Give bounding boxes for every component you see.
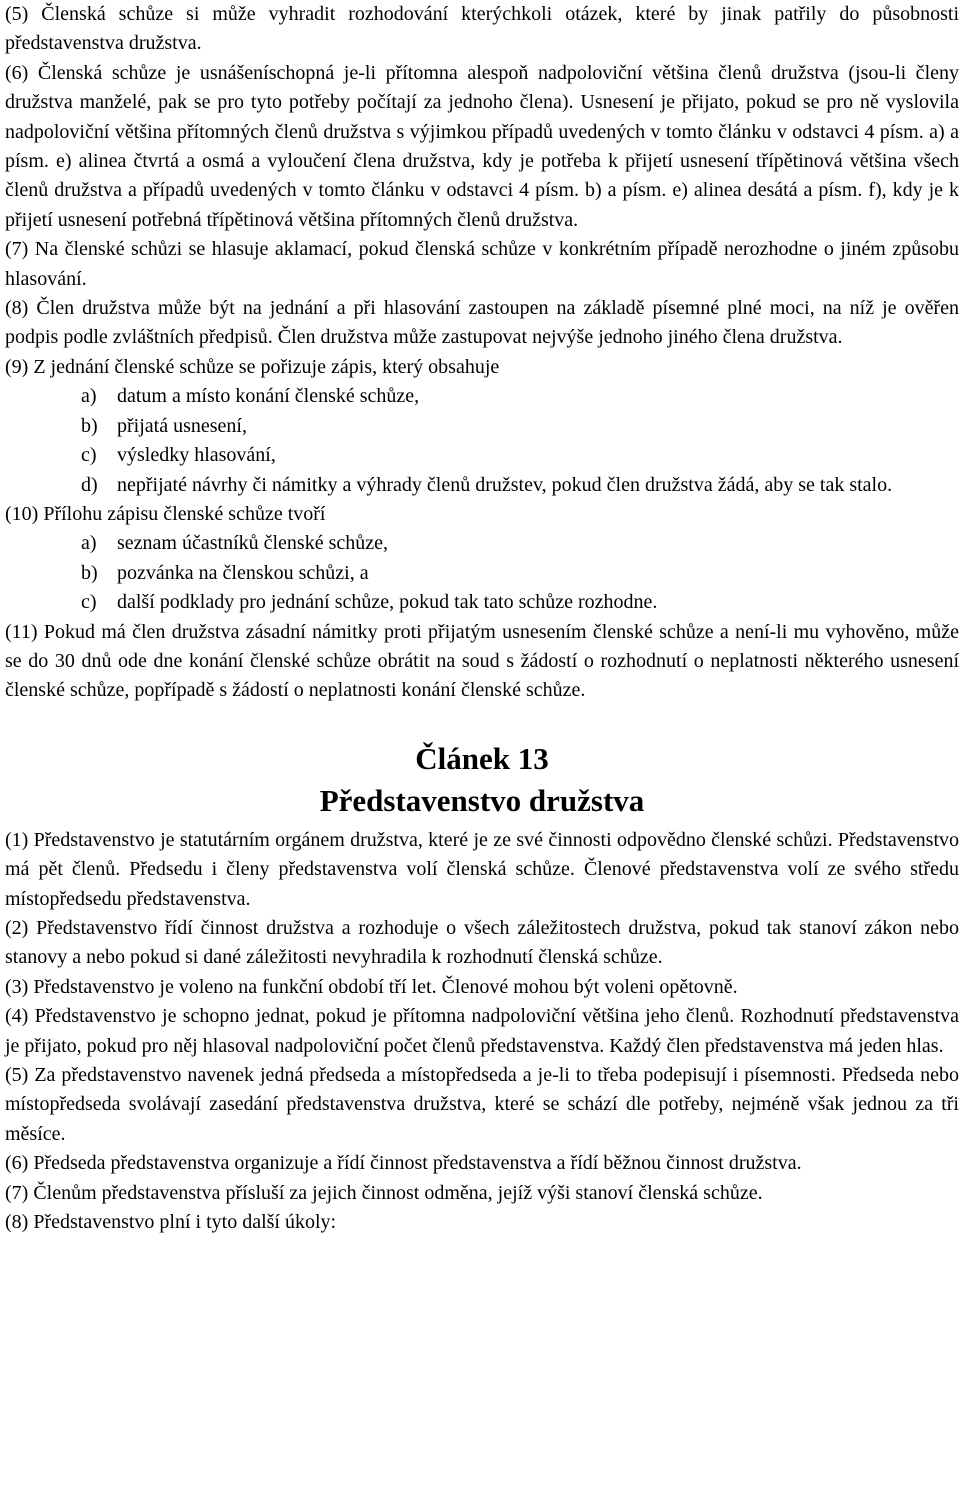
paragraph-9-intro: (9) Z jednání členské schůze se pořizuje zápis, který obsahuje [5, 355, 500, 378]
paragraph-11: (11) Pokud má člen družstva zásadní námitky proti přijatým usnesením členské schůze a není-li mu vyhověno, může se do 30 dnů ode dne konání členské schůze obrátit na soud s žádostí o rozhodnutí o neplatnosti některého usnesení členské schůze, popřípadě s žádostí o neplatnosti konání členské schůze. [5, 620, 959, 702]
article-13-paragraph-7: (7) Členům představenstva přísluší za jejich činnost odměna, jejíž výši stanoví členská schůze. [5, 1181, 763, 1204]
article-13-paragraph-8: (8) Představenstvo plní i tyto další úkoly: [5, 1211, 337, 1234]
article-13-paragraph-6: (6) Předseda představenstva organizuje a řídí činnost představenstva a řídí běžnou činnost družstva. [5, 1152, 802, 1175]
minutes-attachments-list [5, 529, 959, 617]
article-13-paragraph-4: (4) Představenstvo je schopno jednat, pokud je přítomna nadpoloviční většina jeho členů. Rozhodnutí představenstva je přijato, pokud pro něj hlasoval nadpoloviční počet členů představenstva. Každý člen představenstva má jeden hlas. [5, 1005, 959, 1057]
list-marker: b) [81, 414, 98, 437]
list-item-text: nepřijaté návrhy či námitky a výhrady členů družstev, pokud člen družstva žádá, aby se tak stalo. [117, 473, 893, 496]
paragraph-5: (5) Členská schůze si může vyhradit rozhodování kterýchkoli otázek, které by jinak patřily do působnosti představenstva družstva. [5, 3, 959, 55]
list-item-text: pozvánka na členskou schůzi, a [117, 561, 369, 584]
list-item-text: výsledky hlasování, [117, 444, 276, 467]
list-item-text: datum a místo konání členské schůze, [117, 385, 420, 408]
list-item [5, 412, 959, 441]
document-page [5, 0, 959, 1237]
article-13-paragraph-3: (3) Představenstvo je voleno na funkční období tří let. Členové mohou být voleni opětovně. [5, 975, 738, 998]
article-13-paragraph-2: (2) Představenstvo řídí činnost družstva a rozhoduje o všech záležitostech družstva, pokud tak stanoví zákon nebo stanovy a nebo pokud si dané záležitosti nevyhradila k rozhodnutí členská schůze. [5, 916, 959, 969]
list-marker: b) [81, 561, 98, 584]
article-13-paragraph-5: (5) Za představenstvo navenek jedná předseda a místopředseda a je-li to třeba podepisují i písemnosti. Předseda nebo místopředseda svolávají zasedání představenstva družstva, které se schází dle potřeby, nejméně však jednou za tři měsíce. [5, 1064, 959, 1145]
list-item-text: přijatá usnesení, [117, 414, 247, 437]
list-item [5, 471, 959, 500]
paragraph-10-intro: (10) Přílohu zápisu členské schůze tvoří [5, 502, 326, 525]
list-item [5, 559, 959, 588]
paragraph-8: (8) Člen družstva může být na jednání a při hlasování zastoupen na základě písemné plné moci, na níž je ověřen podpis podle zvláštních předpisů. Člen družstva může zastupovat nejvýše jednoho jiného člena družstva. [5, 297, 959, 349]
list-marker: a) [81, 532, 97, 555]
list-item [5, 382, 959, 411]
list-item-text: další podklady pro jednání schůze, pokud tak tato schůze rozhodne. [117, 591, 658, 614]
article-number: Článek 13 [415, 740, 549, 776]
list-item [5, 441, 959, 470]
list-item-text: seznam účastníků členské schůze, [117, 532, 389, 555]
article-13-paragraph-1: (1) Představenstvo je statutárním orgánem družstva, které je ze své činnosti odpovědno členské schůzi. Představenstvo má pět členů. Předsedu i členy představenstva volí členská schůze. Členové představenstva volí ze svého středu místopředsedu představenstva. [5, 828, 959, 910]
list-item [5, 529, 959, 558]
minutes-contents-list [5, 382, 959, 500]
list-item [5, 588, 959, 617]
list-marker: a) [81, 385, 97, 408]
article-heading [5, 738, 959, 822]
paragraph-6: (6) Členská schůze je usnášeníschopná je-li přítomna alespoň nadpoloviční většina členů družstva (jsou-li členy družstva manželé, pak se pro tyto potřeby počítají za jednoho člena). Usnesení je přijato, pokud se pro ně vyslovila nadpoloviční většina přítomných členů družstva s výjimkou případů uvedených v tomto článku v odstavci 4 písm. a) a písm. e) alinea čtvrtá a osmá a vyloučení člena družstva, kdy je potřeba k přijetí usnesení třípětinová většina všech členů družstva a případů uvedených v tomto článku v odstavci 4 písm. b) a písm. e) alinea desátá a písm. f), kdy je k přijetí usnesení potřebná třípětinová většina přítomných členů družstva. [5, 61, 959, 231]
article-title: Představenstvo družstva [319, 782, 645, 818]
paragraph-7: (7) Na členské schůzi se hlasuje aklamací, pokud členská schůze v konkrétním případě nerozhodne o jiném způsobu hlasování. [5, 238, 959, 290]
list-marker: d) [81, 473, 98, 496]
list-marker: c) [81, 591, 97, 614]
list-marker: c) [81, 444, 97, 467]
